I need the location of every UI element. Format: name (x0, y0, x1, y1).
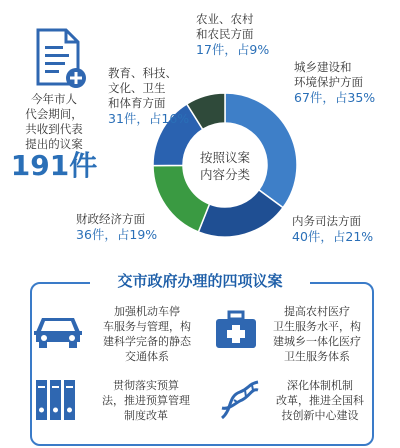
car-icon (30, 310, 86, 350)
total-count: 191件 (10, 149, 98, 182)
label-education: 教育、科技、 文化、卫生 和体育方面 31件，占16% (108, 66, 190, 126)
label-finance: 财政经济方面 36件，占19% (76, 212, 158, 242)
proposal-item-budget: 贯彻落实预算 法，推进预算管理 制度改革 (102, 379, 190, 422)
label-agriculture: 农业、农村 和农民方面 17件，占9% (196, 12, 270, 57)
label-urban: 城乡建设和 环境保护方面 67件，占35% (294, 60, 376, 105)
document-icon (34, 28, 86, 90)
label-judicial: 内务司法方面 40件，占21% (292, 214, 374, 244)
center-label-line1: 按照议案 (199, 150, 251, 165)
proposal-item-innovation: 深化体制机制 改革，推进全国科 技创新中心建设 (276, 379, 364, 422)
center-label-line2: 内容分类 (199, 167, 251, 182)
proposal-item-parking: 加强机动车停 车服务与管理，构 建科学完备的静态 交通体系 (103, 305, 191, 363)
section-title: 交市政府办理的四项议案 (90, 270, 310, 292)
proposal-item-medical: 提高农村医疗 卫生服务水平，构 建城乡一体化医疗 卫生服务体系 (273, 305, 361, 363)
intro-text: 今年市人 代会期间， 共收到代表 提出的议案 (25, 92, 83, 151)
medical-kit-icon (214, 310, 258, 350)
binders-icon (34, 378, 78, 422)
dna-icon (218, 380, 262, 422)
